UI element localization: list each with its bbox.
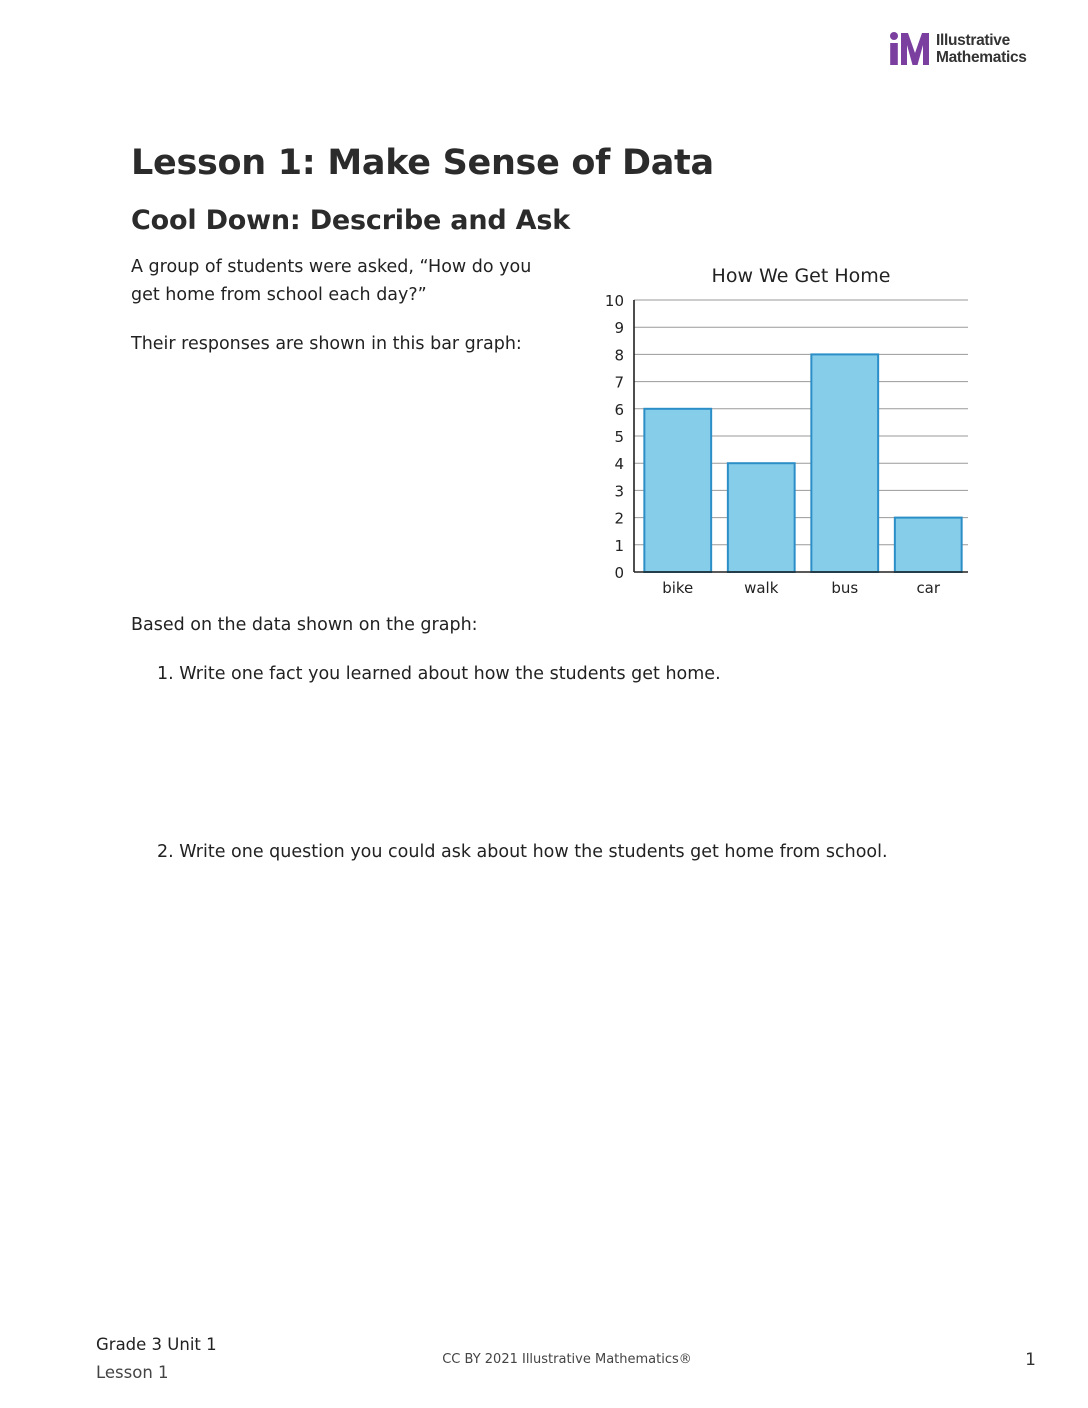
brand-line2: Mathematics — [936, 49, 1027, 66]
bar-walk — [728, 463, 795, 572]
y-tick-label: 8 — [614, 346, 624, 365]
brand-line1: Illustrative — [936, 32, 1010, 49]
y-tick-label: 9 — [614, 319, 624, 338]
prompt-text: Based on the data shown on the graph: — [131, 615, 478, 635]
y-tick-label: 4 — [614, 455, 624, 474]
footer-copyright: CC BY 2021 Illustrative Mathematics® — [442, 1352, 692, 1367]
bar-bus — [811, 354, 878, 572]
x-tick-label: car — [916, 579, 941, 597]
x-tick-label: bike — [662, 579, 694, 597]
bar-chart-svg — [590, 258, 990, 603]
brand-wordmark — [936, 32, 1027, 66]
y-tick-label: 6 — [614, 400, 624, 419]
intro-text: A group of students were asked, “How do you get home from school each day?” — [131, 257, 532, 305]
chart-title: How We Get Home — [711, 265, 891, 287]
intro-text-2: Their responses are shown in this bar graph: — [131, 334, 522, 354]
y-tick-label: 2 — [614, 509, 624, 528]
bar-bike — [644, 409, 711, 572]
y-tick-label: 7 — [614, 373, 624, 392]
y-tick-label: 5 — [614, 428, 624, 446]
question-1: 1. Write one fact you learned about how the students get home. — [157, 664, 721, 684]
question-2: 2. Write one question you could ask about how the students get home from school. — [157, 842, 888, 862]
page-title: Lesson 1: Make Sense of Data — [131, 143, 714, 183]
im-logo-icon — [888, 31, 932, 67]
bar-chart — [590, 258, 990, 603]
bar-car — [895, 518, 962, 572]
footer-grade: Grade 3 Unit 1 — [96, 1335, 217, 1354]
footer-lesson: Lesson 1 — [96, 1363, 169, 1382]
y-tick-label: 0 — [614, 564, 624, 582]
x-tick-label: walk — [744, 579, 779, 597]
brand-logo — [888, 31, 1048, 67]
y-tick-label: 1 — [614, 536, 624, 555]
page-number: 1 — [1025, 1350, 1036, 1370]
section-title: Cool Down: Describe and Ask — [131, 205, 570, 236]
y-tick-label: 10 — [604, 292, 624, 310]
y-tick-label: 3 — [614, 482, 624, 501]
x-tick-label: bus — [831, 579, 859, 597]
